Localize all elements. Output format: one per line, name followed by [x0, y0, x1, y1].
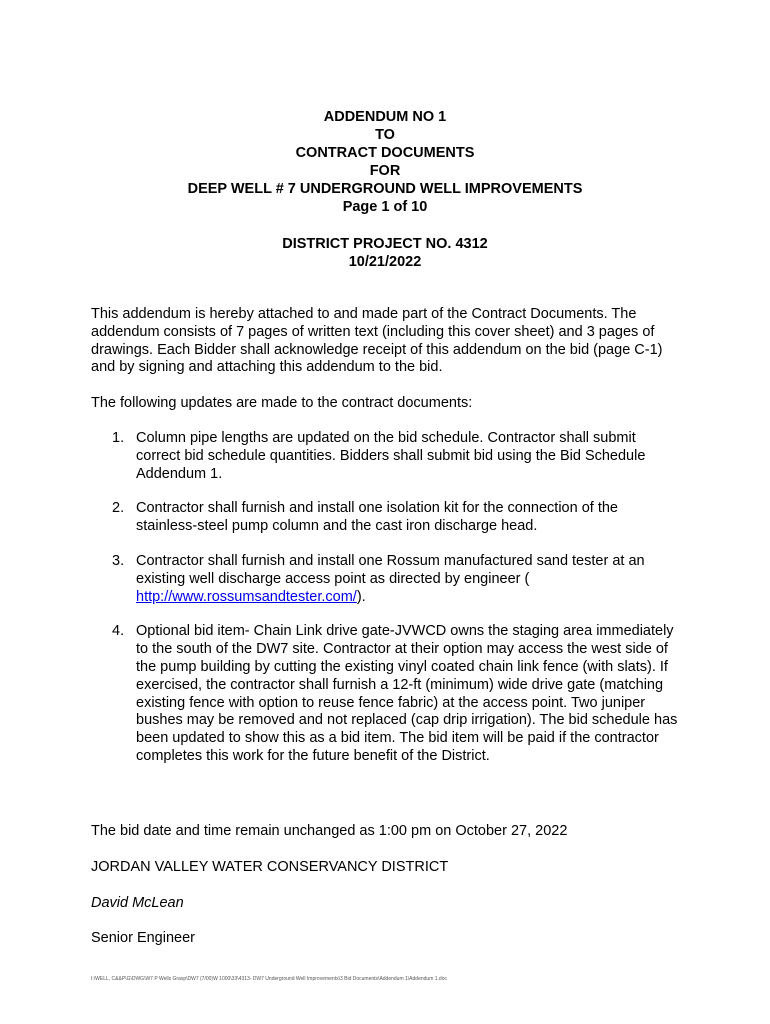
project-info	[0, 235, 770, 271]
updates-intro: The following updates are made to the contract documents:	[91, 395, 473, 411]
item-text: Optional bid item- Chain Link drive gate-JVWCD owns the staging area immediately to the south of the DW7 site. Contractor at their option may access the west side of the pump building by cutting the existing vinyl coated chain link fence (with slats). If exercised, the contractor shall furnish a 12-ft (minimum) wide drive gate (matching existing fence with option to reuse fence fabric) at the access point. Two juniper bushes may be removed and not replaced (cap drip irrigation). The bid schedule has been updated to show this as a bid item. The bid item will be paid if the contractor completes this work for the future benefit of the District.	[136, 623, 678, 764]
organization-name: JORDAN VALLEY WATER CONSERVANCY DISTRICT	[91, 859, 449, 875]
intro-paragraph: This addendum is hereby attached to and made part of the Contract Documents. The addendum consists of 7 pages of written text (including this cover sheet) and 3 pages of drawings. Each Bidder shall acknowledge receipt of this addendum on the bid (page C-1) and by signing and attaching this addendum to the bid.	[91, 306, 663, 376]
page-number: Page 1 of 10	[342, 199, 428, 215]
header-line-5: DEEP WELL # 7 UNDERGROUND WELL IMPROVEMENTS	[187, 181, 583, 197]
list-item	[91, 553, 681, 606]
project-date: 10/21/2022	[348, 254, 422, 270]
signer-name: David McLean	[91, 895, 184, 911]
item-number: 2.	[112, 500, 125, 517]
addendum-header	[0, 108, 770, 216]
list-item	[91, 500, 681, 536]
rossum-link[interactable]: http://www.rossumsandtester.com/	[136, 588, 357, 605]
item-number: 4.	[112, 623, 125, 640]
project-number: DISTRICT PROJECT NO. 4312	[282, 236, 488, 252]
header-line-2: TO	[375, 127, 395, 143]
item-text: Column pipe lengths are updated on the bid schedule. Contractor shall submit correct bid schedule quantities. Bidders shall submit bid using the Bid Schedule Addendum 1.	[136, 430, 646, 482]
list-item	[91, 623, 681, 765]
item-number: 1.	[112, 430, 125, 446]
list-item	[91, 430, 681, 483]
item-number: 3.	[112, 552, 125, 569]
header-line-1: ADDENDUM NO 1	[323, 109, 447, 125]
item-text-end: ).	[356, 588, 366, 605]
bid-date-statement: The bid date and time remain unchanged as 1:00 pm on October 27, 2022	[91, 823, 568, 839]
item-text: Contractor shall furnish and install one Rossum manufactured sand tester at an existing well discharge access point as directed by engineer (	[136, 552, 645, 587]
item-text: Contractor shall furnish and install one isolation kit for the connection of the stainless-steel pump column and the cast iron discharge head.	[136, 500, 618, 535]
updates-list	[91, 430, 681, 783]
header-line-4: FOR	[369, 163, 401, 179]
file-path-footer: I:\WELL, C&&P\G\DWG\W7 P Wells Grasp\DW7 (7/00)W 1000\33\4313- DW7 Underground Well Improvements\3 Bid Documents\Addendum 1\Addendum 1.doc	[91, 976, 447, 982]
signer-title: Senior Engineer	[91, 930, 195, 946]
header-line-3: CONTRACT DOCUMENTS	[295, 145, 475, 161]
